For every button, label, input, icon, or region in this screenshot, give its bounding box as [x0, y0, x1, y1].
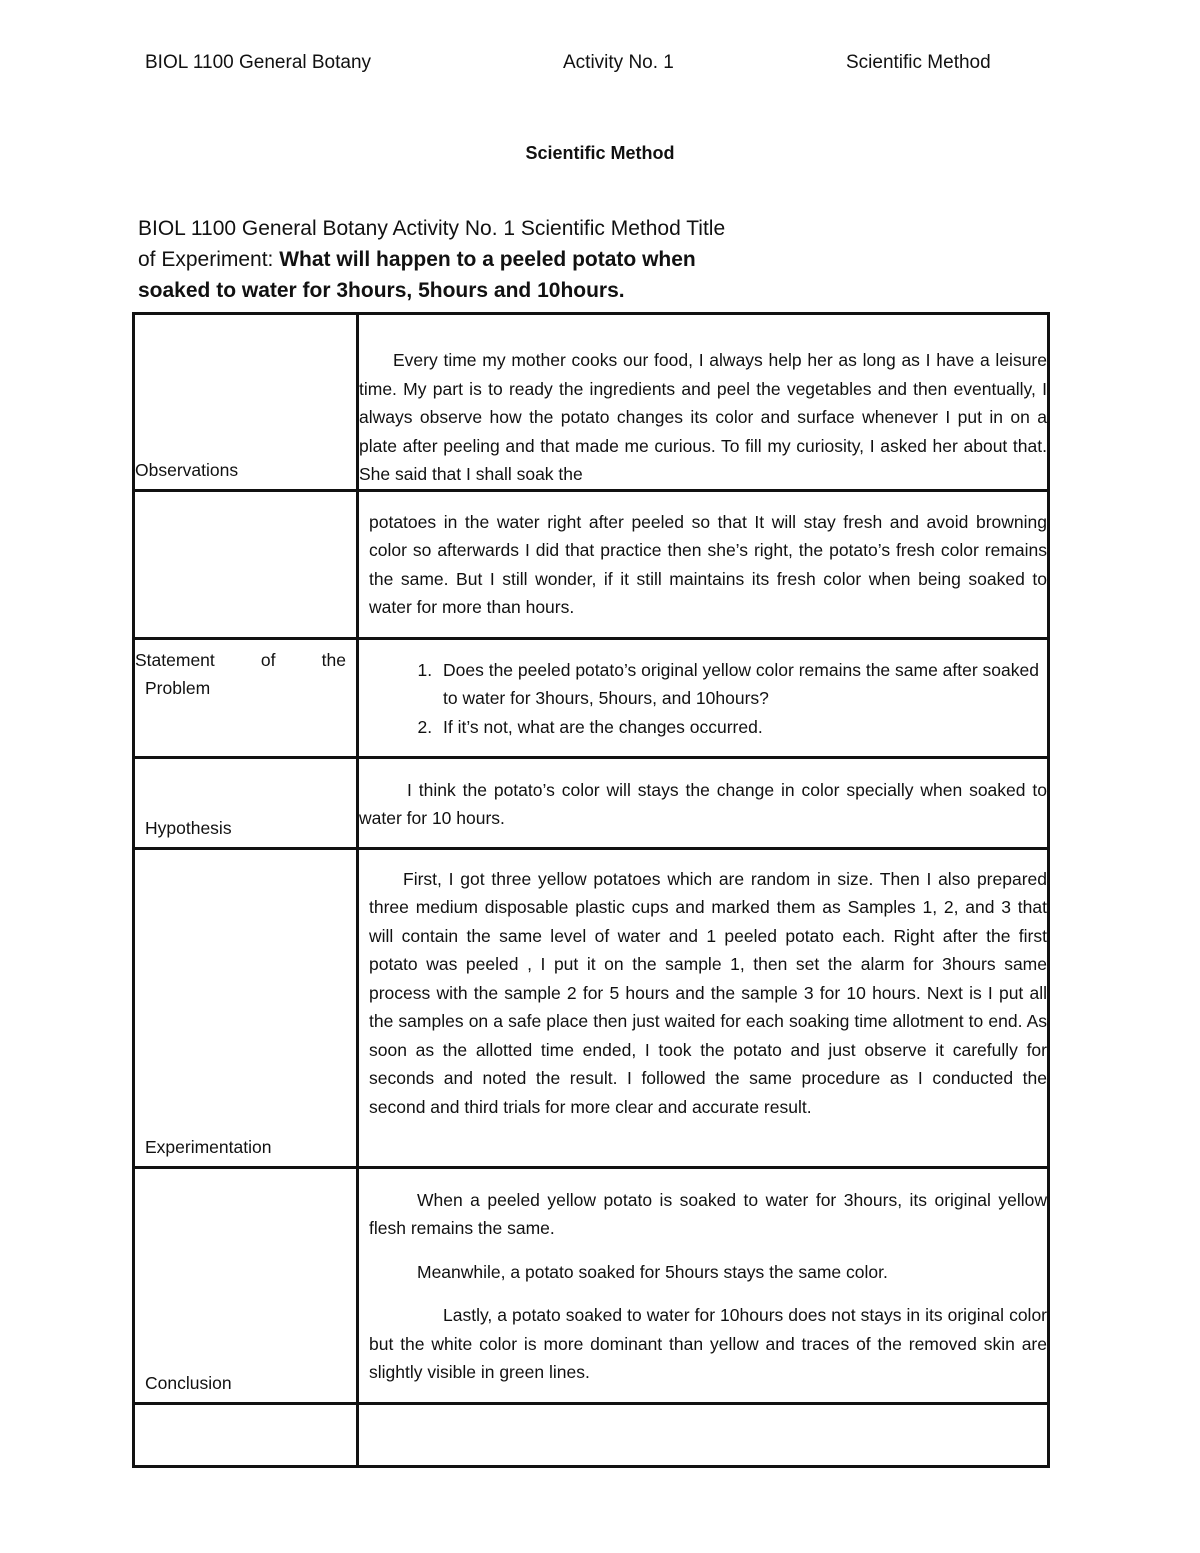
label-problem-word-of: of	[260, 649, 276, 670]
label-cell-empty-1	[134, 490, 358, 638]
problem-question-1: 1. Does the peeled potato’s original yellow color remains the same after soaked to water for 3hours, 5hours, and 10hours?	[437, 656, 1047, 713]
label-cell-empty-2	[134, 1403, 358, 1466]
label-hypothesis: Hypothesis	[145, 818, 232, 838]
experimentation-text: First, I got three yellow potatoes which are random in size. Then I also prepared three medium disposable plastic cups and marked them as Samples 1, 2, and 3 that will contain the same level of water and 1 peeled potato each. Right after the first potato was peeled , I put it on the sample 1, then set the alarm for 3hours same process with the sample 2 for 5 hours and the sample 3 for 10 hours. Next is I put all the samples on a safe place then just waited for each soaking time allotment to end. As soon as the allotted time ended, I took the potato and just observe it carefully for seconds and noted the result. I followed the same procedure as I conducted the second and third trials for more clear and accurate result.	[369, 868, 1047, 1117]
row-observations	[134, 314, 1049, 491]
label-cell-experimentation	[134, 848, 358, 1167]
row-observations-continued	[134, 490, 1049, 638]
label-problem-word-the: the	[321, 649, 346, 670]
body-cell-empty	[358, 1403, 1049, 1466]
scientific-method-table	[132, 312, 1050, 1468]
row-experimentation	[134, 848, 1049, 1167]
row-hypothesis	[134, 757, 1049, 848]
problem-questions-list	[359, 656, 1047, 742]
label-experimentation: Experimentation	[145, 1137, 272, 1157]
observations-continued-text: potatoes in the water right after peeled so that It will stay fresh and avoid browning color so afterwards I did that practice then she’s right, the potato’s fresh color remains the same. But I still wonder, if it still maintains its fresh color when being soaked to water for more than hours.	[369, 511, 1047, 617]
body-cell-conclusion	[358, 1167, 1049, 1403]
conclusion-paragraph-2: Meanwhile, a potato soaked for 5hours stays the same color.	[417, 1261, 888, 1282]
body-cell-observations	[358, 314, 1049, 491]
conclusion-paragraph-3: Lastly, a potato soaked to water for 10hours does not stays in its original color but the white color is more dominant than yellow and traces of the removed skin are slightly visible in green lines.	[369, 1305, 1047, 1382]
conclusion-paragraph-1: When a peeled yellow potato is soaked to water for 3hours, its original yellow flesh remains the same.	[369, 1189, 1047, 1238]
experiment-title-prefix: BIOL 1100 General Botany Activity No. 1 Scientific Method Title of Experiment:	[138, 217, 726, 271]
label-cell-conclusion	[134, 1167, 358, 1403]
observations-text: Every time my mother cooks our food, I always help her as long as I have a leisure time. My part is to ready the ingredients and peel the vegetables and then eventually, I always observe how the potato changes its color and surface whenever I put in on a plate after peeling and that made me curious. To fill my curiosity, I asked her about that. She said that I shall soak the	[359, 350, 1047, 484]
row-conclusion	[134, 1167, 1049, 1403]
experiment-title	[138, 213, 748, 306]
problem-question-2: 2. If it’s not, what are the changes occurred.	[437, 713, 1047, 742]
label-cell-observations	[134, 314, 358, 491]
body-cell-observations-continued	[358, 490, 1049, 638]
body-cell-experimentation	[358, 848, 1049, 1167]
document-title: Scientific Method	[525, 143, 675, 163]
hypothesis-text: I think the potato’s color will stays the change in color specially when soaked to water for 10 hours.	[359, 779, 1047, 828]
label-cell-hypothesis	[134, 757, 358, 848]
header-topic: Scientific Method	[846, 52, 991, 73]
header-course: BIOL 1100 General Botany	[145, 52, 372, 73]
header-activity: Activity No. 1	[563, 52, 674, 73]
row-problem	[134, 638, 1049, 757]
experiment-title-question: What will happen to a peeled potato when soaked to water for 3hours, 5hours and 10hours.	[138, 248, 696, 302]
label-cell-problem	[134, 638, 358, 757]
row-empty	[134, 1403, 1049, 1466]
page-header	[0, 52, 1200, 78]
body-cell-hypothesis	[358, 757, 1049, 848]
label-conclusion: Conclusion	[145, 1373, 232, 1393]
label-problem-word-statement: Statement	[135, 649, 215, 670]
label-problem	[135, 646, 346, 703]
body-cell-problem	[358, 638, 1049, 757]
label-observations: Observations	[135, 460, 239, 480]
label-problem-word-problem: Problem	[145, 678, 211, 698]
